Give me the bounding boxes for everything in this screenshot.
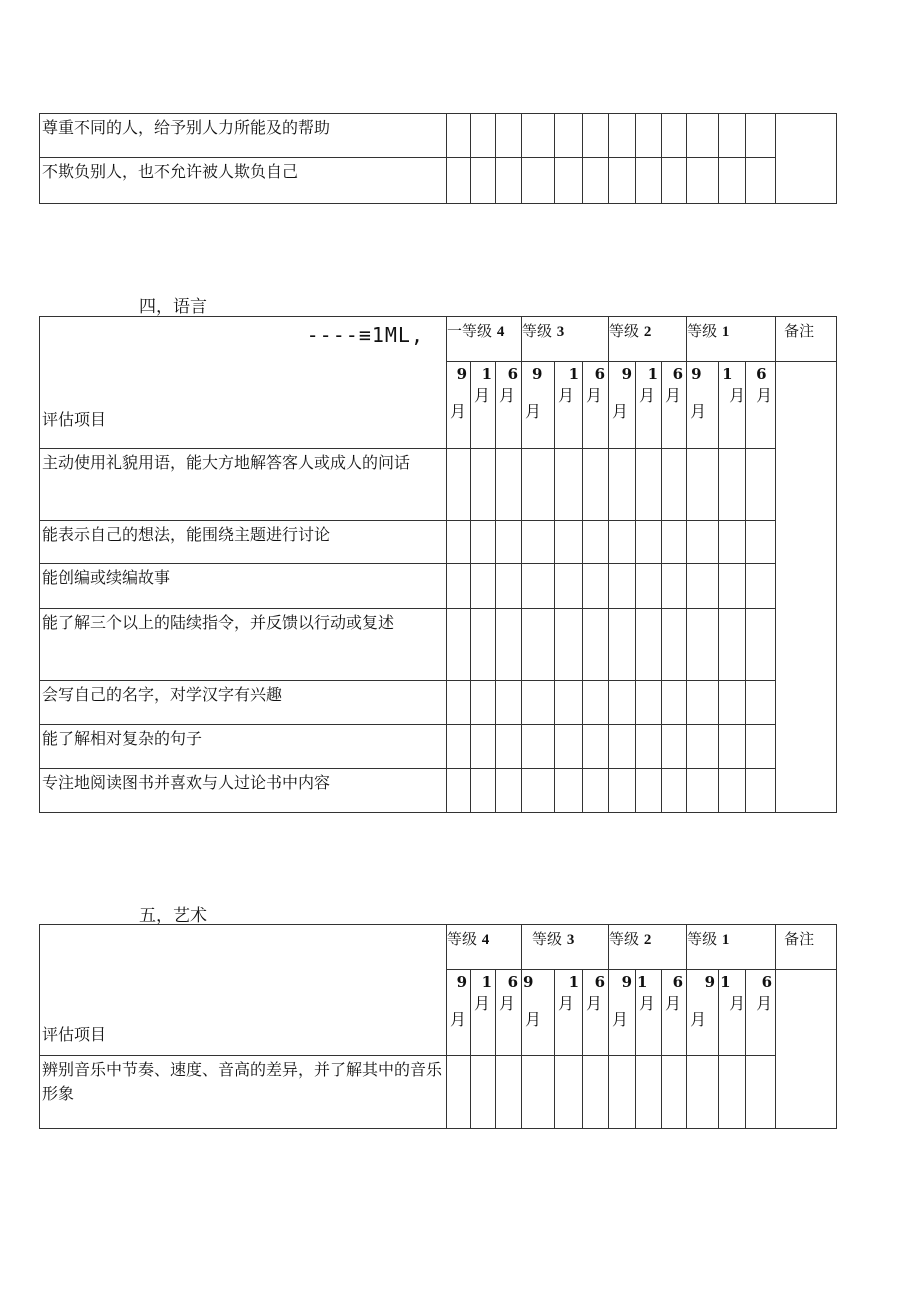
rating-cell	[471, 521, 496, 564]
rating-cell	[746, 1056, 776, 1129]
rating-cell	[719, 564, 746, 609]
rating-cell	[447, 449, 471, 521]
month-cell: 1 月	[719, 970, 746, 1056]
section5-remarks-cell	[776, 970, 837, 1129]
rating-cell	[687, 769, 719, 813]
rating-cell	[447, 158, 471, 204]
rating-cell	[555, 609, 583, 681]
rating-cell	[687, 521, 719, 564]
rating-cell	[555, 158, 583, 204]
rating-cell	[447, 681, 471, 725]
month-cell: 6 月	[583, 970, 609, 1056]
rating-cell	[609, 1056, 636, 1129]
remarks-header: 备注	[776, 317, 837, 362]
rating-cell	[496, 521, 522, 564]
level-4-header: 一等级 4	[447, 317, 522, 362]
section4-table	[39, 316, 837, 813]
month-cell: 1 月	[471, 970, 496, 1056]
rating-cell	[662, 449, 687, 521]
month-cell: 6 月	[746, 362, 776, 449]
item-column-header: 评估项目	[42, 1025, 107, 1044]
level-3-header: 等级 3	[522, 317, 609, 362]
rating-cell	[719, 114, 746, 158]
section4-heading: 四，语言	[139, 297, 207, 317]
section3-row-item: 不欺负别人，也不允许被人欺负自己	[40, 158, 447, 204]
rating-cell	[746, 521, 776, 564]
rating-cell	[746, 725, 776, 769]
rating-cell	[471, 609, 496, 681]
rating-cell	[609, 681, 636, 725]
rating-cell	[636, 521, 662, 564]
rating-cell	[496, 681, 522, 725]
month-cell: 6 月	[662, 362, 687, 449]
rating-cell	[522, 521, 555, 564]
level-1-header: 等级 1	[687, 925, 776, 970]
rating-cell	[471, 769, 496, 813]
month-cell: 6 月	[746, 970, 776, 1056]
rating-cell	[583, 158, 609, 204]
section4-row-item: 专注地阅读图书并喜欢与人过论书中内容	[40, 769, 447, 813]
rating-cell	[746, 681, 776, 725]
rating-cell	[662, 681, 687, 725]
rating-cell	[662, 769, 687, 813]
rating-cell	[746, 564, 776, 609]
rating-cell	[447, 1056, 471, 1129]
rating-cell	[522, 725, 555, 769]
month-cell: 1 月	[719, 362, 746, 449]
section4-item-header-cell	[40, 317, 447, 449]
rating-cell	[636, 449, 662, 521]
rating-cell	[522, 158, 555, 204]
rating-cell	[687, 609, 719, 681]
rating-cell	[555, 564, 583, 609]
rating-cell	[471, 1056, 496, 1129]
rating-cell	[583, 725, 609, 769]
month-cell: 9 月	[609, 362, 636, 449]
rating-cell	[609, 725, 636, 769]
month-cell: 1 月	[471, 362, 496, 449]
rating-cell	[471, 114, 496, 158]
rating-cell	[583, 681, 609, 725]
rating-cell	[636, 114, 662, 158]
rating-cell	[719, 521, 746, 564]
rating-cell	[687, 114, 719, 158]
month-cell: 6 月	[496, 970, 522, 1056]
rating-cell	[496, 449, 522, 521]
month-cell: 1 月	[636, 362, 662, 449]
rating-cell	[636, 681, 662, 725]
month-cell: 6 月	[662, 970, 687, 1056]
section3-remarks-cell	[776, 114, 837, 204]
rating-cell	[662, 1056, 687, 1129]
rating-cell	[447, 114, 471, 158]
rating-cell	[583, 564, 609, 609]
rating-cell	[636, 1056, 662, 1129]
rating-cell	[719, 681, 746, 725]
rating-cell	[447, 521, 471, 564]
rating-cell	[746, 609, 776, 681]
rating-cell	[609, 564, 636, 609]
rating-cell	[447, 769, 471, 813]
rating-cell	[609, 609, 636, 681]
rating-cell	[522, 609, 555, 681]
rating-cell	[496, 609, 522, 681]
rating-cell	[583, 521, 609, 564]
rating-cell	[522, 114, 555, 158]
rating-cell	[471, 681, 496, 725]
rating-cell	[746, 114, 776, 158]
month-cell: 1 月	[636, 970, 662, 1056]
month-cell: 6 月	[583, 362, 609, 449]
rating-cell	[555, 769, 583, 813]
rating-cell	[687, 725, 719, 769]
rating-cell	[662, 158, 687, 204]
section4-row-item: 能表示自己的想法，能围绕主题进行讨论	[40, 521, 447, 564]
level-2-header: 等级 2	[609, 925, 687, 970]
level-3-header: 等级 3	[522, 925, 609, 970]
section4-row-item: 会写自己的名字，对学汉字有兴趣	[40, 681, 447, 725]
rating-cell	[719, 158, 746, 204]
rating-cell	[522, 1056, 555, 1129]
rating-cell	[555, 449, 583, 521]
rating-cell	[471, 158, 496, 204]
month-cell: 9 月	[687, 970, 719, 1056]
rating-cell	[687, 564, 719, 609]
rating-cell	[496, 114, 522, 158]
section5-item-header-cell	[40, 925, 447, 1056]
item-column-header: 评估项目	[42, 410, 107, 429]
rating-cell	[609, 769, 636, 813]
rating-cell	[496, 564, 522, 609]
rating-cell	[719, 769, 746, 813]
rating-cell	[662, 521, 687, 564]
month-cell: 1 月	[555, 362, 583, 449]
rating-cell	[496, 769, 522, 813]
rating-cell	[662, 609, 687, 681]
rating-cell	[583, 1056, 609, 1129]
rating-cell	[522, 681, 555, 725]
rating-cell	[583, 449, 609, 521]
rating-cell	[636, 769, 662, 813]
rating-cell	[662, 725, 687, 769]
month-cell: 9 月	[522, 362, 555, 449]
rating-cell	[609, 114, 636, 158]
rating-cell	[583, 769, 609, 813]
rating-cell	[583, 114, 609, 158]
rating-cell	[471, 725, 496, 769]
rating-cell	[662, 114, 687, 158]
level-2-header: 等级 2	[609, 317, 687, 362]
section5-row-item: 辨别音乐中节奏、速度、音高的差异，并了解其中的音乐形象	[40, 1056, 447, 1129]
rating-cell	[555, 725, 583, 769]
section3-table	[39, 113, 837, 204]
rating-cell	[609, 158, 636, 204]
section3-row-item: 尊重不同的人，给予别人力所能及的帮助	[40, 114, 447, 158]
rating-cell	[719, 1056, 746, 1129]
rating-cell	[522, 769, 555, 813]
section5-table	[39, 924, 837, 1129]
rating-cell	[522, 449, 555, 521]
rating-cell	[687, 449, 719, 521]
rating-cell	[555, 681, 583, 725]
rating-cell	[496, 158, 522, 204]
rating-cell	[471, 449, 496, 521]
month-cell: 9 月	[687, 362, 719, 449]
rating-cell	[746, 769, 776, 813]
rating-cell	[662, 564, 687, 609]
rating-cell	[636, 609, 662, 681]
month-cell: 1 月	[555, 970, 583, 1056]
rating-cell	[687, 681, 719, 725]
rating-cell	[687, 1056, 719, 1129]
section5-heading: 五，艺术	[139, 906, 207, 926]
rating-cell	[496, 725, 522, 769]
level-1-header: 等级 1	[687, 317, 776, 362]
month-cell: 9 月	[609, 970, 636, 1056]
month-cell: 6 月	[496, 362, 522, 449]
rating-cell	[555, 1056, 583, 1129]
rating-cell	[687, 158, 719, 204]
header-garbled-text: ----≡1ML,	[306, 323, 424, 347]
section4-row-item: 能创编或续编故事	[40, 564, 447, 609]
month-cell: 9 月	[447, 970, 471, 1056]
rating-cell	[746, 158, 776, 204]
rating-cell	[447, 564, 471, 609]
rating-cell	[555, 114, 583, 158]
month-cell: 9 月	[522, 970, 555, 1056]
rating-cell	[447, 725, 471, 769]
section4-row-item: 能了解三个以上的陆续指令，并反馈以行动或复述	[40, 609, 447, 681]
section4-row-item: 能了解相对复杂的句子	[40, 725, 447, 769]
rating-cell	[447, 609, 471, 681]
rating-cell	[555, 521, 583, 564]
section4-row-item: 主动使用礼貌用语，能大方地解答客人或成人的问话	[40, 449, 447, 521]
rating-cell	[636, 564, 662, 609]
rating-cell	[719, 609, 746, 681]
rating-cell	[609, 521, 636, 564]
rating-cell	[583, 609, 609, 681]
rating-cell	[609, 449, 636, 521]
rating-cell	[496, 1056, 522, 1129]
rating-cell	[522, 564, 555, 609]
section4-remarks-cell	[776, 362, 837, 813]
rating-cell	[636, 158, 662, 204]
rating-cell	[719, 449, 746, 521]
rating-cell	[471, 564, 496, 609]
rating-cell	[636, 725, 662, 769]
rating-cell	[746, 449, 776, 521]
month-cell: 9 月	[447, 362, 471, 449]
level-4-header: 等级 4	[447, 925, 522, 970]
rating-cell	[719, 725, 746, 769]
remarks-header: 备注	[776, 925, 837, 970]
